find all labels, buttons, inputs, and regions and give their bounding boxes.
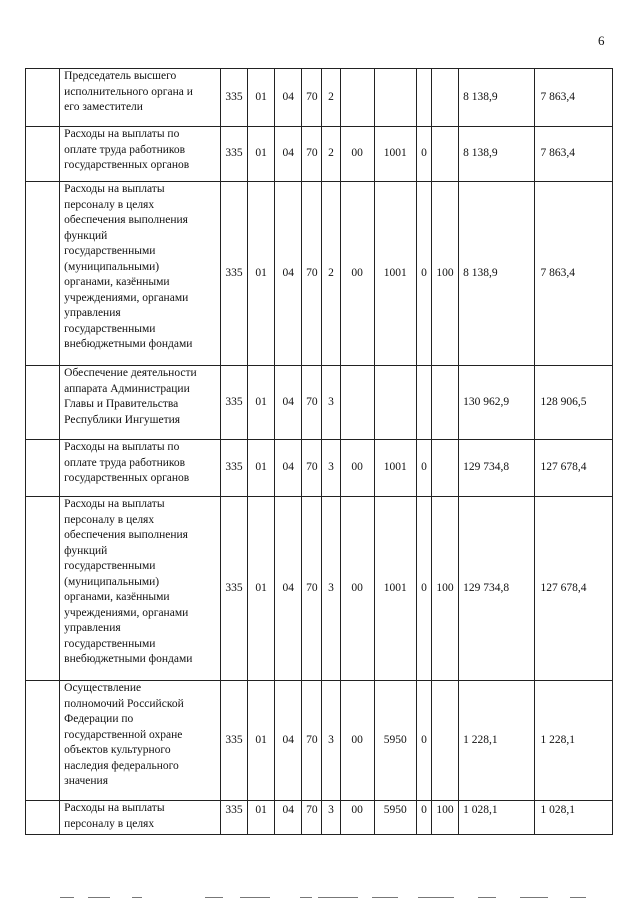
- amount-2: 7 863,4: [535, 69, 613, 127]
- amount-2: 128 906,5: [535, 366, 613, 440]
- section-code: 01: [248, 366, 275, 440]
- program-code: 70: [302, 801, 322, 835]
- subsection-code: 04: [275, 440, 302, 497]
- section-code: 01: [248, 440, 275, 497]
- amount-1: 129 734,8: [459, 497, 535, 681]
- subprogram-code: 2: [322, 182, 340, 366]
- scan-edge-artifacts: [0, 893, 640, 905]
- expense-type-code: 100: [431, 801, 458, 835]
- program-code: 70: [302, 366, 322, 440]
- ministry-code: 335: [220, 69, 247, 127]
- section-code: 01: [248, 127, 275, 182]
- row-name: Расходы на выплаты по оплате труда работников государственных органов: [60, 127, 221, 182]
- subsection-code: 04: [275, 497, 302, 681]
- row-number-cell: [26, 366, 60, 440]
- amount-1: 8 138,9: [459, 69, 535, 127]
- amount-2: 7 863,4: [535, 182, 613, 366]
- article-code: [374, 366, 416, 440]
- subprogram-code: 3: [322, 366, 340, 440]
- table-row: [26, 440, 613, 497]
- row-name: Осуществление полномочий Российской Федерации по государственной охране объектов культурного наследия федерального значения: [60, 681, 221, 801]
- amount-2: 1 228,1: [535, 681, 613, 801]
- page-number: 6: [598, 33, 605, 48]
- ministry-code: 335: [220, 127, 247, 182]
- section-code: 01: [248, 801, 275, 835]
- subprogram-code: 3: [322, 681, 340, 801]
- row-number-cell: [26, 182, 60, 366]
- program-code: 70: [302, 681, 322, 801]
- zero-code: 0: [416, 182, 431, 366]
- table-row: [26, 681, 613, 801]
- article-code: 5950: [374, 801, 416, 835]
- expense-type-code: [431, 127, 458, 182]
- section-code: 01: [248, 681, 275, 801]
- row-number-cell: [26, 440, 60, 497]
- expense-type-code: [431, 69, 458, 127]
- table-row: [26, 801, 613, 835]
- expense-type-code: 100: [431, 182, 458, 366]
- table-row: [26, 497, 613, 681]
- section-code: 01: [248, 497, 275, 681]
- row-name: Председатель высшего исполнительного органа и его заместители: [60, 69, 221, 127]
- zero-code: [416, 366, 431, 440]
- zero-code: 0: [416, 681, 431, 801]
- amount-2: 1 028,1: [535, 801, 613, 835]
- subprogram-code: 3: [322, 801, 340, 835]
- subprogram-code: 3: [322, 497, 340, 681]
- direction-code: 00: [340, 681, 374, 801]
- article-code: 1001: [374, 127, 416, 182]
- program-code: 70: [302, 182, 322, 366]
- direction-code: 00: [340, 127, 374, 182]
- amount-1: 8 138,9: [459, 127, 535, 182]
- article-code: 1001: [374, 182, 416, 366]
- row-number-cell: [26, 801, 60, 835]
- section-code: 01: [248, 182, 275, 366]
- ministry-code: 335: [220, 182, 247, 366]
- amount-1: 8 138,9: [459, 182, 535, 366]
- article-code: 1001: [374, 440, 416, 497]
- ministry-code: 335: [220, 801, 247, 835]
- row-number-cell: [26, 69, 60, 127]
- expense-type-code: [431, 681, 458, 801]
- amount-2: 127 678,4: [535, 440, 613, 497]
- subsection-code: 04: [275, 801, 302, 835]
- direction-code: [340, 366, 374, 440]
- amount-1: 129 734,8: [459, 440, 535, 497]
- zero-code: [416, 69, 431, 127]
- zero-code: 0: [416, 801, 431, 835]
- row-name: Обеспечение деятельности аппарата Администрации Главы и Правительства Республики Ингушетия: [60, 366, 221, 440]
- row-name: Расходы на выплаты персоналу в целях: [60, 801, 221, 835]
- ministry-code: 335: [220, 681, 247, 801]
- ministry-code: 335: [220, 366, 247, 440]
- zero-code: 0: [416, 127, 431, 182]
- direction-code: [340, 69, 374, 127]
- article-code: 5950: [374, 681, 416, 801]
- amount-1: 1 028,1: [459, 801, 535, 835]
- amount-1: 130 962,9: [459, 366, 535, 440]
- amount-2: 7 863,4: [535, 127, 613, 182]
- budget-table: [25, 68, 613, 835]
- table-row: [26, 69, 613, 127]
- table-row: [26, 366, 613, 440]
- direction-code: 00: [340, 497, 374, 681]
- amount-2: 127 678,4: [535, 497, 613, 681]
- row-name: Расходы на выплаты по оплате труда работников государственных органов: [60, 440, 221, 497]
- subprogram-code: 3: [322, 440, 340, 497]
- row-name: Расходы на выплаты персоналу в целях обеспечения выполнения функций государственными (муниципальными) органами, казёнными учреждениями, органами управления государственными внебюджетными фондами: [60, 182, 221, 366]
- subprogram-code: 2: [322, 127, 340, 182]
- direction-code: 00: [340, 440, 374, 497]
- section-code: 01: [248, 69, 275, 127]
- direction-code: 00: [340, 801, 374, 835]
- ministry-code: 335: [220, 497, 247, 681]
- row-number-cell: [26, 681, 60, 801]
- program-code: 70: [302, 69, 322, 127]
- row-number-cell: [26, 497, 60, 681]
- expense-type-code: [431, 366, 458, 440]
- article-code: [374, 69, 416, 127]
- expense-type-code: 100: [431, 497, 458, 681]
- program-code: 70: [302, 440, 322, 497]
- zero-code: 0: [416, 497, 431, 681]
- ministry-code: 335: [220, 440, 247, 497]
- table-row: [26, 182, 613, 366]
- direction-code: 00: [340, 182, 374, 366]
- subsection-code: 04: [275, 182, 302, 366]
- subsection-code: 04: [275, 69, 302, 127]
- program-code: 70: [302, 497, 322, 681]
- subsection-code: 04: [275, 127, 302, 182]
- row-number-cell: [26, 127, 60, 182]
- subsection-code: 04: [275, 681, 302, 801]
- program-code: 70: [302, 127, 322, 182]
- subsection-code: 04: [275, 366, 302, 440]
- table-row: [26, 127, 613, 182]
- zero-code: 0: [416, 440, 431, 497]
- article-code: 1001: [374, 497, 416, 681]
- expense-type-code: [431, 440, 458, 497]
- row-name: Расходы на выплаты персоналу в целях обеспечения выполнения функций государственными (муниципальными) органами, казёнными учреждениями, органами управления государственными внебюджетными фондами: [60, 497, 221, 681]
- subprogram-code: 2: [322, 69, 340, 127]
- amount-1: 1 228,1: [459, 681, 535, 801]
